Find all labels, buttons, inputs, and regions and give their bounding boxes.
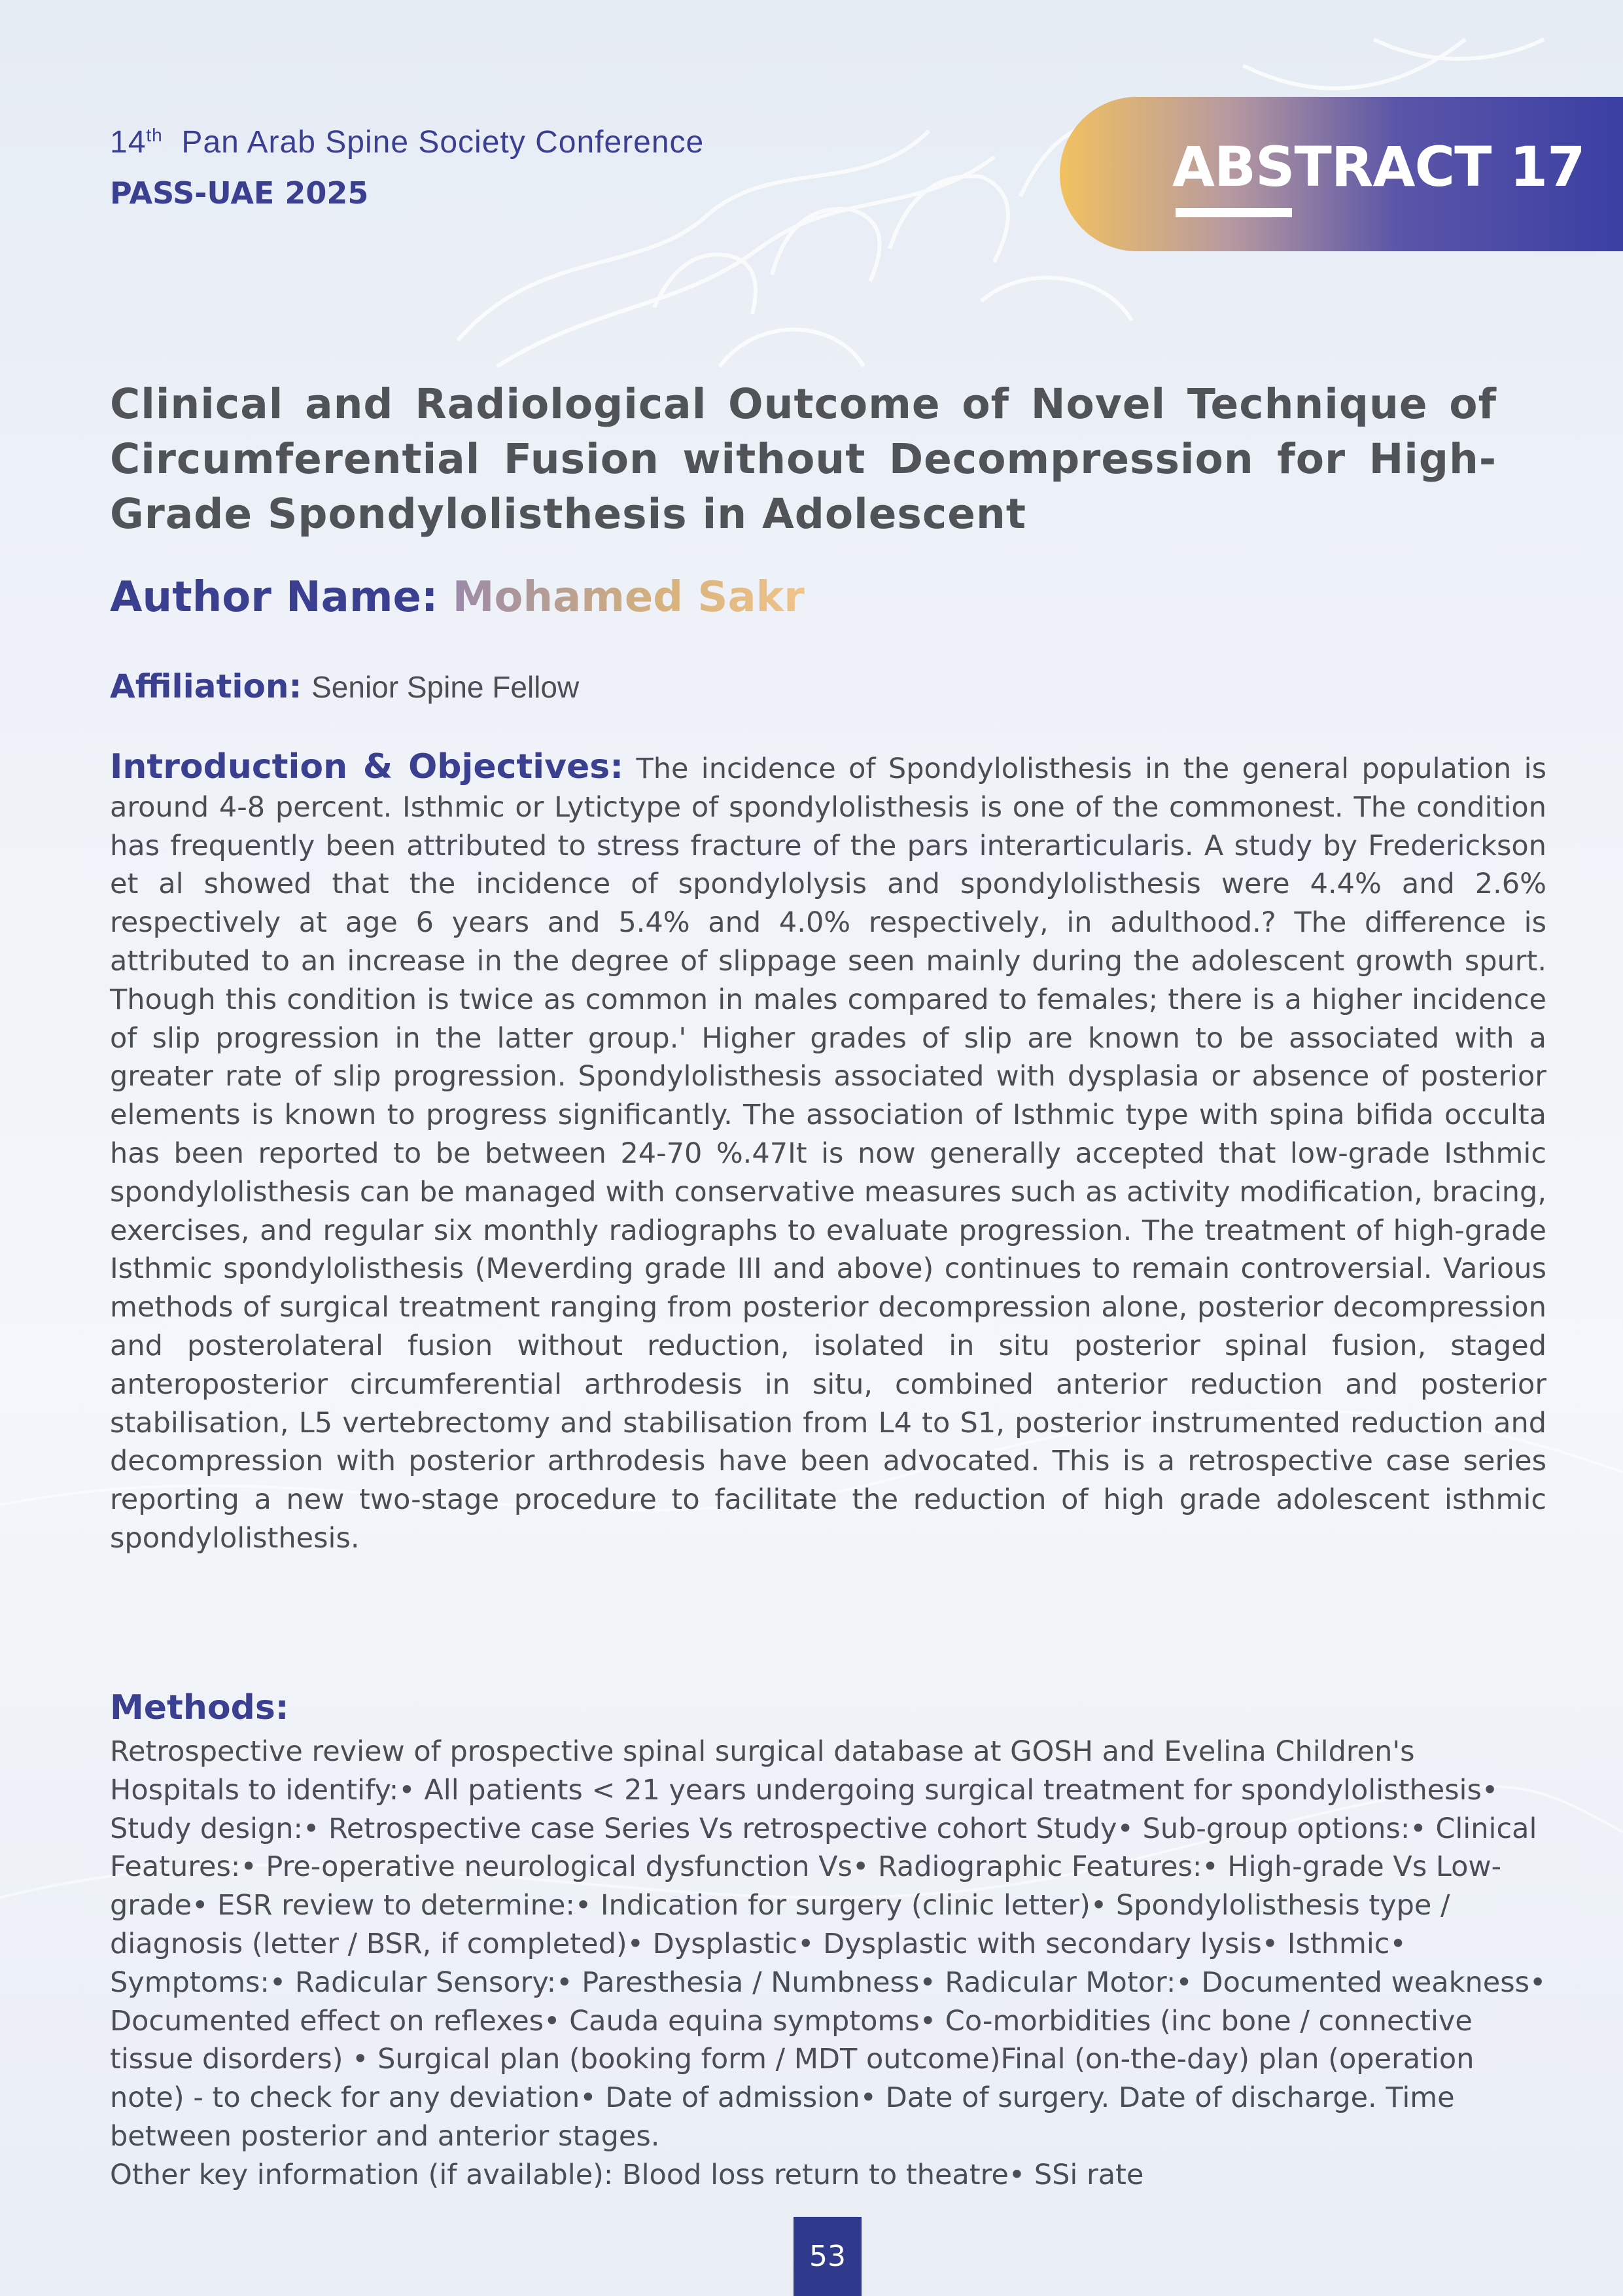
- affiliation-value: Senior Spine Fellow: [311, 670, 580, 704]
- author-line: [110, 573, 805, 622]
- methods-other-info: Other key information (if available): Blood loss return to theatre• SSi rate: [110, 2158, 1144, 2191]
- author-name: Mohamed Sakr: [452, 573, 805, 622]
- abstract-title: Clinical and Radiological Outcome of Novel Technique of Circumferential Fusion without Decompression for High-Grade Spondylolisthesis in Adolescent: [110, 380, 1497, 538]
- methods-text: Retrospective review of prospective spinal surgical database at GOSH and Evelina Children's Hospitals to identify:• All patients < 21 years undergoing surgical treatment for spondylolisthesis• Study design:• Retrospective case Series Vs retrospective cohort Study• Sub-group options:• Clinical Features:• Pre-operative neurological dysfunction Vs• Radiographic Features:• High-grade Vs Low-grade• ESR review to determine:• Indication for surgery (clinic letter)• Spondylolisthesis type / diagnosis (letter / BSR, if completed)• Dysplastic• Dysplastic with secondary lysis• Isthmic• Symptoms:• Radicular Sensory:• Paresthesia / Numbness• Radicular Motor:• Documented weakness• Documented effect on reflexes• Cauda equina symptoms• Co-morbidities (inc bone / connective tissue disorders) • Surgical plan (booking form / MDT outcome)Final (on-the-day) plan (operation note) - to check for any deviation• Date of admission• Date of surgery. Date of discharge. Time between posterior and anterior stages.: [110, 1735, 1546, 2153]
- methods-section: [110, 1733, 1546, 2195]
- introduction-text: The incidence of Spondylolisthesis in the general population is around 4-8 percent. Isthmic or Lytictype of spondylolisthesis is one of the commonest. The condition has frequently been attributed to stress fracture of the pars interarticularis. A study by Frederickson et al showed that the incidence of spondylolysis and spondylolisthesis were 4.4% and 2.6% respectively at age 6 years and 5.4% and 4.0% respectively, in adulthood.? The difference is attributed to an increase in the degree of slippage seen mainly during the adolescent growth spurt. Though this condition is twice as common in males compared to females; there is a higher incidence of slip progression in the latter group.' Higher grades of slip are known to be associated with a greater rate of slip progression. Spondylolisthesis associated with dysplasia or absence of posterior elements is known to progress significantly. The association of Isthmic type with spina bifida occulta has been reported to be between 24-70 %.47It is now generally accepted that low-grade Isthmic spondylolisthesis can be managed with conservative measures such as activity modification, bracing, exercises, and regular six monthly radiographs to evaluate progression. The treatment of high-grade Isthmic spondylolisthesis (Meverding grade III and above) continues to remain controversial. Various methods of surgical treatment ranging from posterior decompression alone, posterior decompression and posterolateral fusion without reduction, isolated in situ posterior spinal fusion, staged anteroposterior circumferential arthrodesis in situ, combined anterior reduction and posterior stabilisation, L5 vertebrectomy and stabilisation from L4 to S1, posterior instrumented reduction and decompression with posterior arthrodesis have been advocated. This is a retrospective case series reporting a new two-stage procedure to facilitate the reduction of high grade adolescent isthmic spondylolisthesis.: [110, 752, 1547, 1555]
- introduction-section: [110, 748, 1546, 1558]
- introduction-heading: Introduction & Objectives:: [110, 747, 624, 786]
- conference-title: 14th Pan Arab Spine Society Conference: [110, 125, 705, 160]
- conference-short-name: PASS-UAE 2025: [110, 175, 369, 211]
- methods-heading: Methods:: [110, 1688, 289, 1727]
- page-number: 53: [794, 2217, 862, 2296]
- affiliation-label: Affiliation:: [110, 667, 302, 705]
- abstract-underline: [1176, 208, 1292, 217]
- author-label: Author Name:: [110, 573, 438, 622]
- abstract-number: ABSTRACT 17: [1172, 135, 1585, 199]
- affiliation-line: [110, 667, 579, 705]
